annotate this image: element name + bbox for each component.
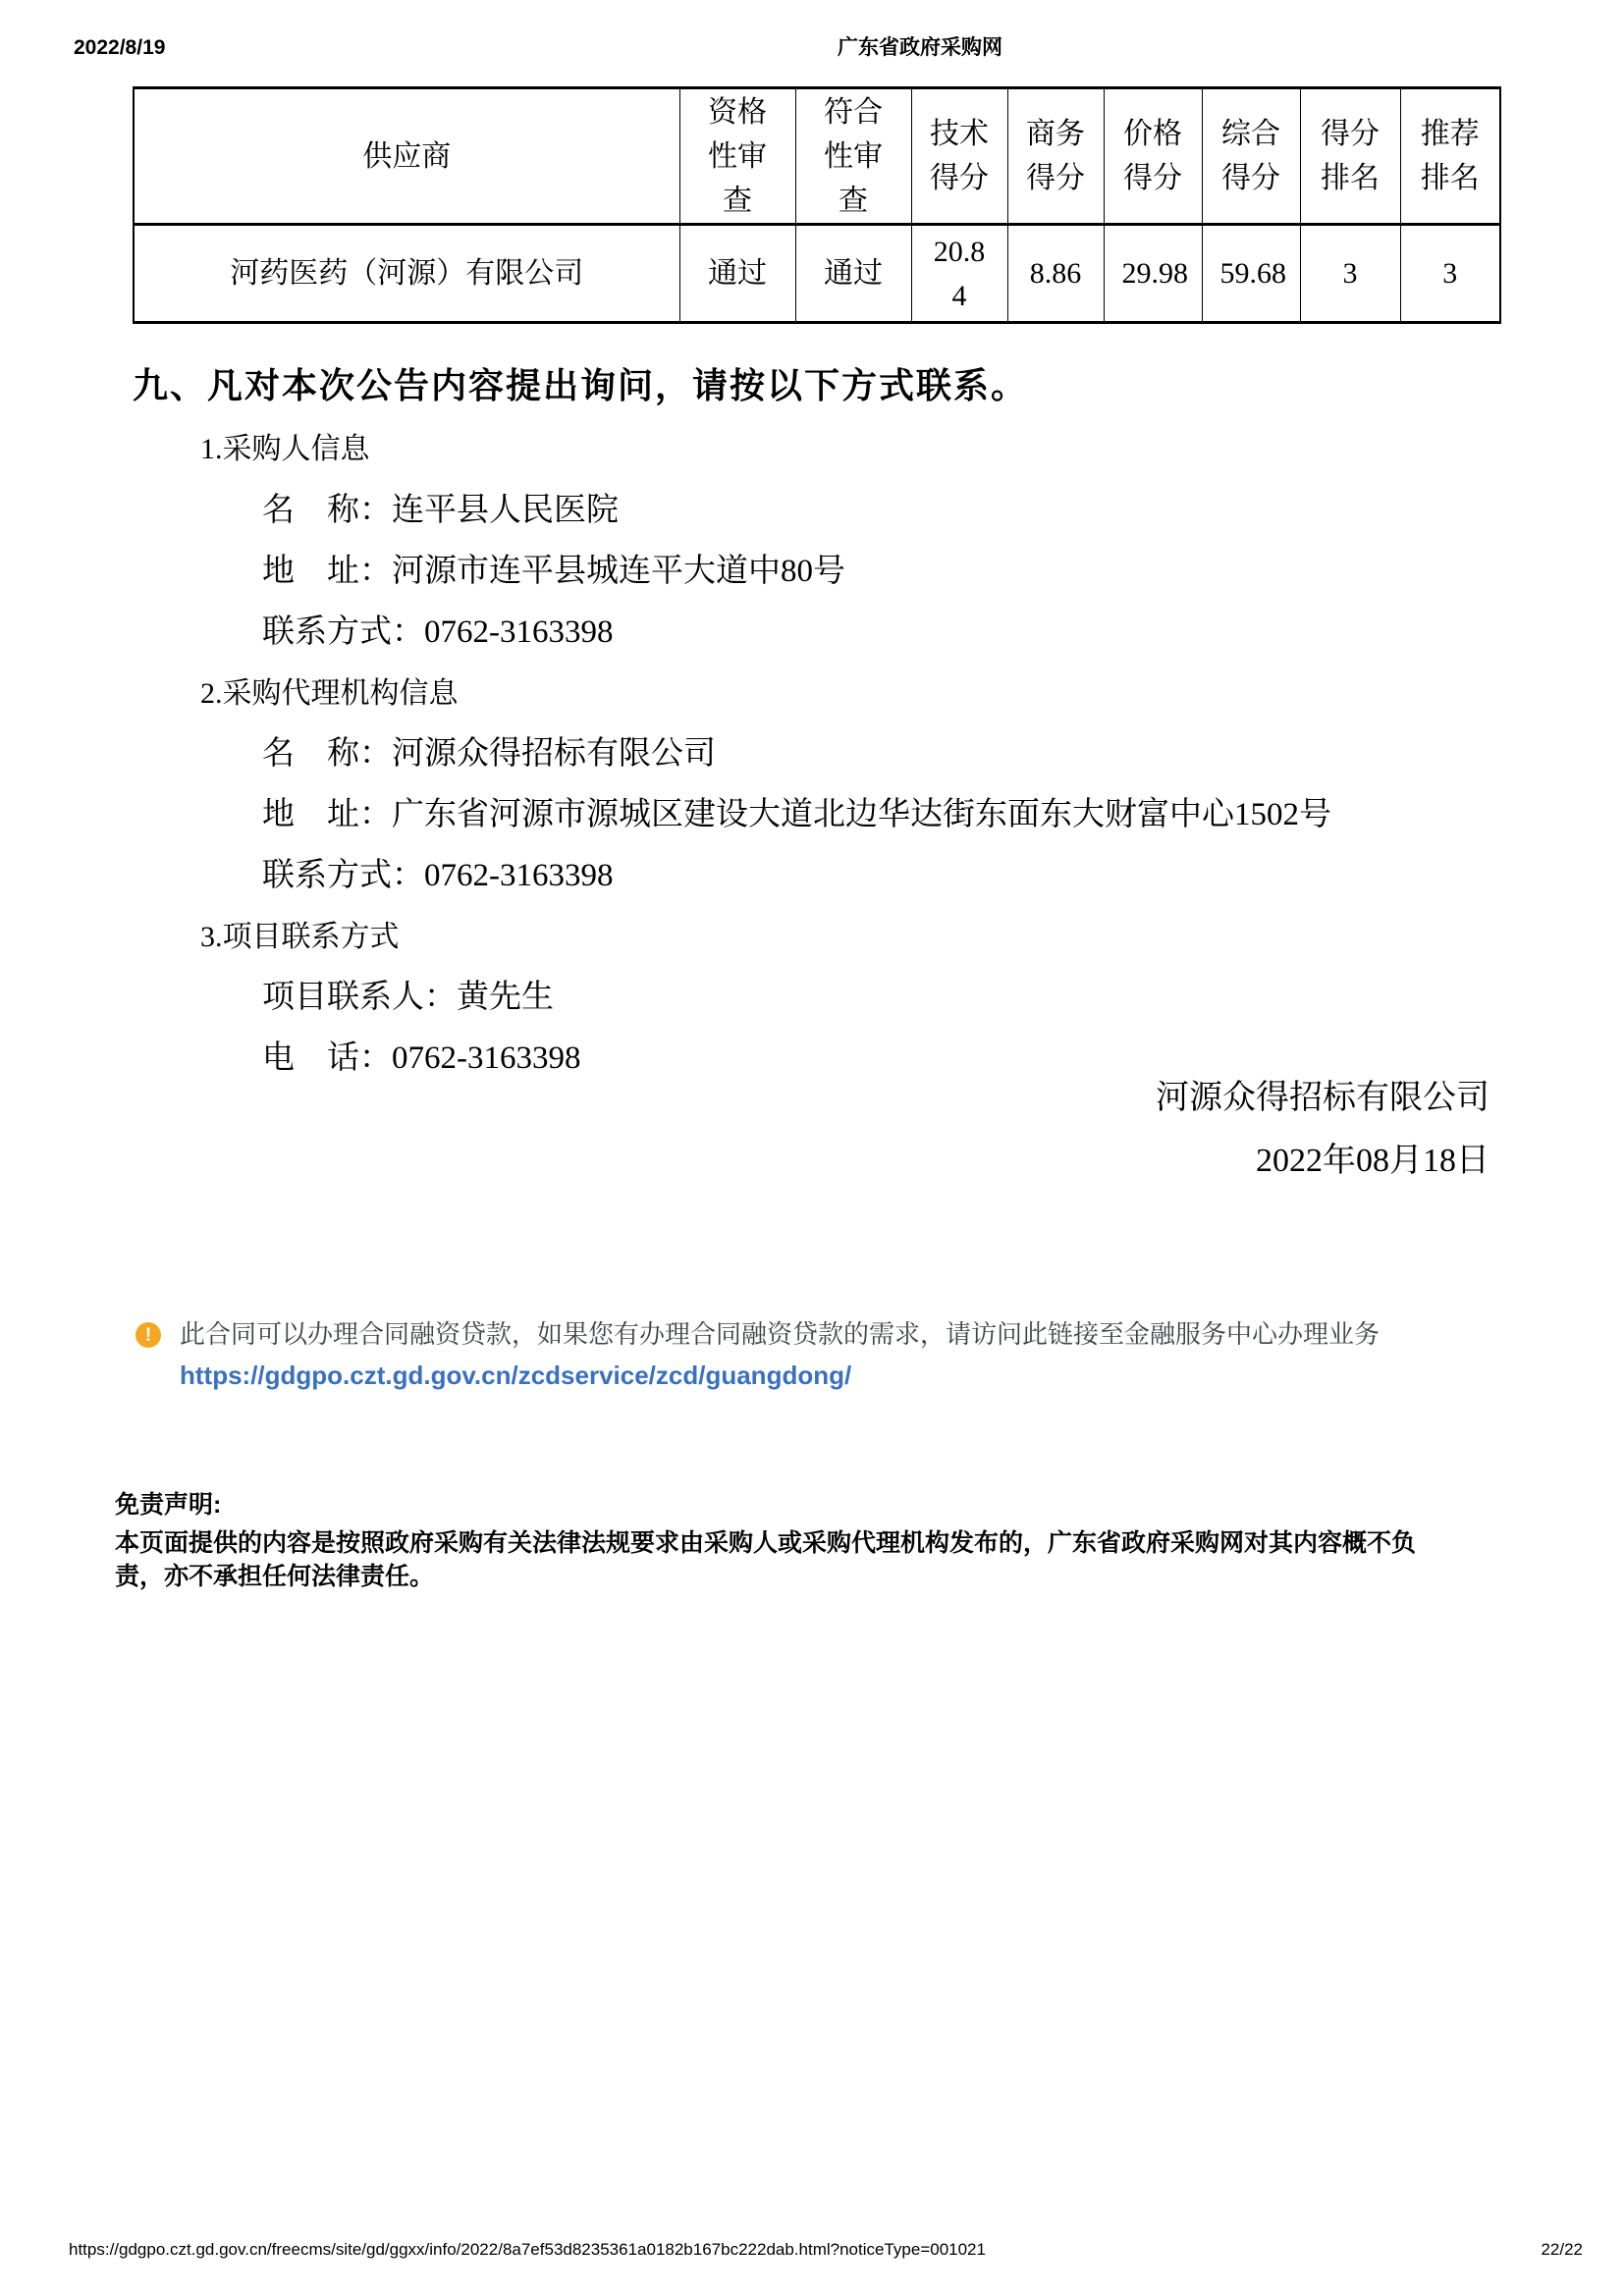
print-footer-page-indicator: 22/22 [1541,2240,1583,2259]
col-header-score-rank: 得分排名 [1300,88,1400,225]
section-heading: 九、凡对本次公告内容提出询问，请按以下方式联系。 [133,366,1029,405]
print-footer-url: https://gdgpo.czt.gd.gov.cn/freecms/site/gd/ggxx/info/2022/8a7ef53d8235361a0182b167bc222dab.html?noticeType=001021 [69,2240,986,2259]
signature-date: 2022年08月18日 [1256,1143,1489,1179]
warning-exclamation-icon: ! [135,1322,161,1348]
col-header-comprehensive-score: 综合得分 [1202,88,1300,225]
col-header-supplier: 供应商 [134,88,679,225]
agency-name: 名 称：河源众得招标有限公司 [262,736,716,772]
cell-supplier: 河药医药（河源）有限公司 [134,225,679,323]
table-row [134,225,1500,323]
project-contact-person: 项目联系人：黄先生 [262,980,554,1015]
disclaimer-block [115,1493,1431,1593]
col-header-conformity-review: 符合性审查 [795,88,911,225]
supplier-score-table [133,86,1501,324]
table-header-row [134,88,1500,225]
purchaser-name: 名 称：连平县人民医院 [262,493,619,528]
purchaser-contact: 联系方式：0762-3163398 [262,614,614,650]
col-header-price-score: 价格得分 [1104,88,1202,225]
disclaimer-body: 本页面提供的内容是按照政府采购有关法律法规要求由采购人或采购代理机构发布的，广东省政府采购网对其内容概不负责，亦不承担任何法律责任。 [115,1529,1417,1590]
signature-company: 河源众得招标有限公司 [1156,1080,1489,1116]
cell-score-rank: 3 [1300,225,1400,323]
agency-address: 地 址：广东省河源市源城区建设大道北边华达街东面东大财富中心1502号 [262,797,1331,832]
col-header-qualification-review: 资格性审查 [679,88,795,225]
cell-comprehensive-score: 59.68 [1202,225,1300,323]
project-contact-title: 3.项目联系方式 [200,921,400,953]
finance-service-link[interactable]: https://gdgpo.czt.gd.gov.cn/zcdservice/zcd/guangdong/ [180,1361,852,1390]
print-header-date: 2022/8/19 [74,36,166,59]
agency-info-title: 2.采购代理机构信息 [200,677,459,710]
cell-technical-score: 20.84 [911,225,1007,323]
project-phone: 电 话：0762-3163398 [262,1041,581,1076]
col-header-business-score: 商务得分 [1007,88,1104,225]
print-header-site-title: 广东省政府采购网 [838,36,1002,59]
purchaser-info-title: 1.采购人信息 [200,433,370,465]
cell-recommend-rank: 3 [1400,225,1500,323]
cell-conformity-review: 通过 [795,225,911,323]
cell-qualification-review: 通过 [679,225,795,323]
col-header-technical-score: 技术得分 [911,88,1007,225]
disclaimer-title: 免责声明: [115,1491,222,1519]
purchaser-address: 地 址：河源市连平县城连平大道中80号 [262,554,845,589]
finance-notice-text: 此合同可以办理合同融资贷款，如果您有办理合同融资贷款的需求，请访问此链接至金融服务中心办理业务 [180,1319,1380,1349]
cell-business-score: 8.86 [1007,225,1104,323]
col-header-recommend-rank: 推荐排名 [1400,88,1500,225]
agency-contact: 联系方式：0762-3163398 [262,858,614,893]
cell-price-score: 29.98 [1104,225,1202,323]
